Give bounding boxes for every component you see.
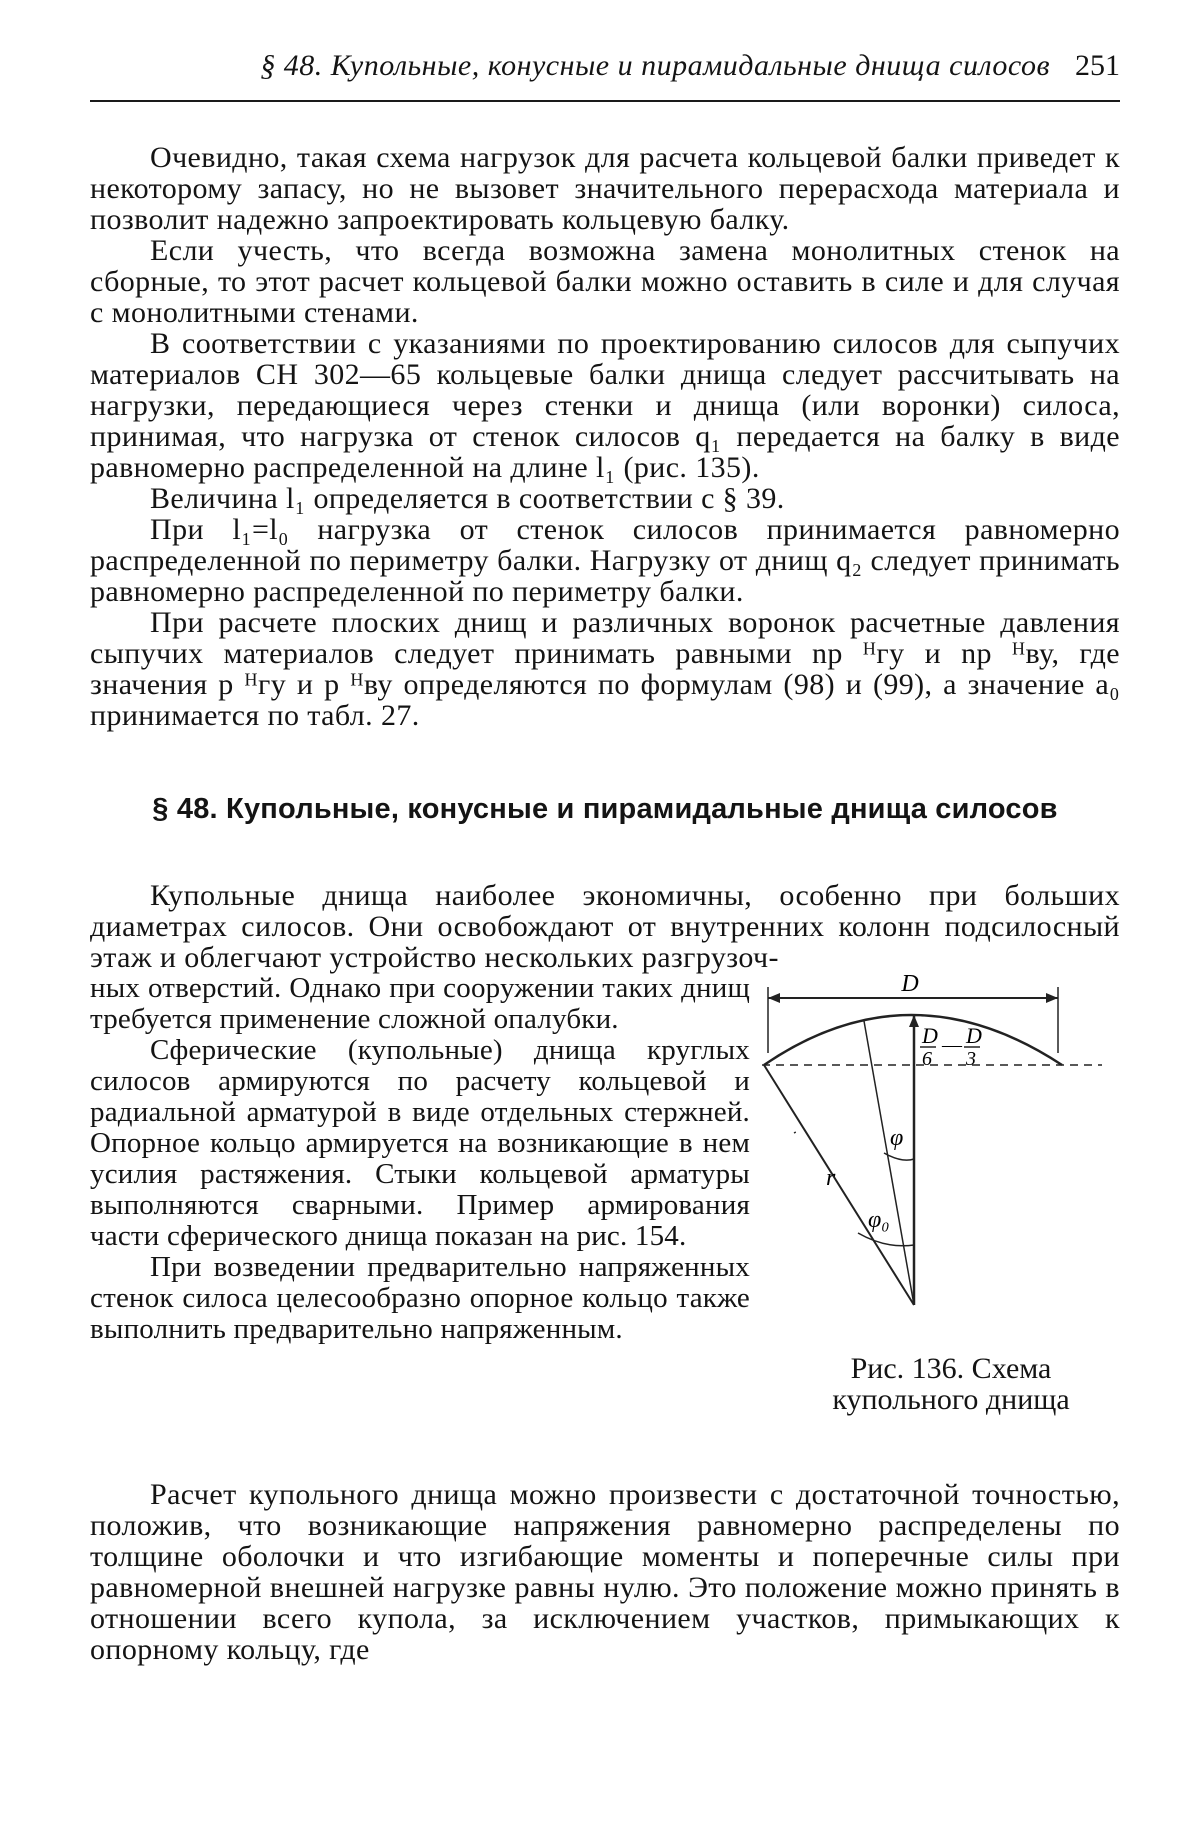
paragraph-5: При l₁=l₀ нагрузка от стенок силосов принимается равномерно распределенной по периметру балки. Нагрузку от днищ q₂ следует принимать равномерно распределенной по периметру балки. (90, 513, 1120, 608)
dotted-mark (794, 1131, 798, 1133)
diameter-label: D (901, 973, 919, 997)
wrap-paragraph-2: Сферические (купольные) днища круглых силосов армируются по расчету кольцевой и радиальной арматурой в виде отдельных стержней. Опорное кольцо армируется на возникающие в нем усилия растяжения. Стыки кольцевой арматуры выполняются сварными. Пример армирования части сферического днища показан на рис. 154. (90, 1034, 750, 1252)
paragraph-6: При расчете плоских днищ и различных воронок расчетные давления сыпучих материалов следует принимать равными np ᴴгу и np ᴴву, где значения p ᴴгу и p ᴴву определяются по формулам (98) и (99), а значение a₀ принимается по табл. 27. (90, 606, 1120, 732)
radius-label: r (826, 1165, 836, 1191)
rise-minus: — (942, 1034, 962, 1056)
wrap-paragraph-1: ных отверстий. Однако при сооружении таких днищ требуется применение сложной опалубки. (90, 972, 750, 1035)
rise-label-bottom: 6 (922, 1048, 932, 1070)
phi-label: φ (890, 1125, 904, 1151)
figure-caption: Рис. 136. Схема купольного днища (832, 1352, 1070, 1416)
arrow-right-icon (1046, 993, 1058, 1003)
rise-label-top: D (922, 1023, 938, 1048)
dome-diagram (762, 973, 1120, 1353)
radius-phi (864, 1021, 914, 1305)
figure-136 (762, 973, 1120, 1453)
wrap-paragraph-3: При возведении предварительно напряженных стенок силоса целесообразно опорное кольцо также выполнить предварительно напряженным. (90, 1251, 750, 1345)
frac-label-bottom: 3 (966, 1048, 976, 1070)
section-intro: Купольные днища наиболее экономичны, особенно при больших диаметрах силосов. Они освобождают от внутренних колонн подсилосный этаж и облегчают устройство нескольких разгрузоч- (90, 879, 1120, 974)
phi-zero-arc (858, 1233, 914, 1246)
arrow-left-icon (768, 993, 780, 1003)
paragraph-1: Очевидно, такая схема нагрузок для расчета кольцевой балки приведет к некоторому запасу, но не вызовет значительного перерасхода материала и позволит надежно запроектировать кольцевую балку. (90, 141, 1120, 236)
section-title: § 48. Купольные, конусные и пирамидальные днища силосов (152, 793, 1058, 825)
paragraph-2: Если учесть, что всегда возможна замена монолитных стенок на сборные, то этот расчет кольцевой балки можно оставить в силе и для случая с монолитными стенами. (90, 234, 1120, 329)
page-number: 251 (1075, 49, 1120, 82)
section-tail: Расчет купольного днища можно произвести с достаточной точностью, положив, что возникающие напряжения равномерно распределены по толщине оболочки и что изгибающие моменты и поперечные силы при равномерной внешней нагрузке равны нулю. Это положение можно принять в отношении всего купола, за исключением участков, примыкающих к опорному кольцу, где (90, 1478, 1120, 1666)
paragraph-3: В соответствии с указаниями по проектированию силосов для сыпучих материалов СН 302—65 кольцевые балки днища следует рассчитывать на нагрузки, передающиеся через стенки и днища (или воронки) силоса, принимая, что нагрузка от стенок силосов q₁ передается на балку в виде равномерно распределенной на длине l₁ (рис. 135). (90, 327, 1120, 484)
frac-label-top: D (966, 1023, 982, 1048)
rise-arrow-icon (909, 1015, 919, 1027)
running-head (90, 40, 1120, 92)
radius-left (764, 1065, 914, 1305)
phi-zero-label: φ₀ (868, 1207, 890, 1233)
wrapped-text (90, 973, 750, 1345)
figure-block (90, 973, 1120, 1473)
running-title: § 48. Купольные, конусные и пирамидальные днища силосов (260, 49, 1050, 82)
header-rule (90, 100, 1120, 102)
paragraph-4: Величина l₁ определяется в соответствии с § 39. (150, 482, 785, 515)
